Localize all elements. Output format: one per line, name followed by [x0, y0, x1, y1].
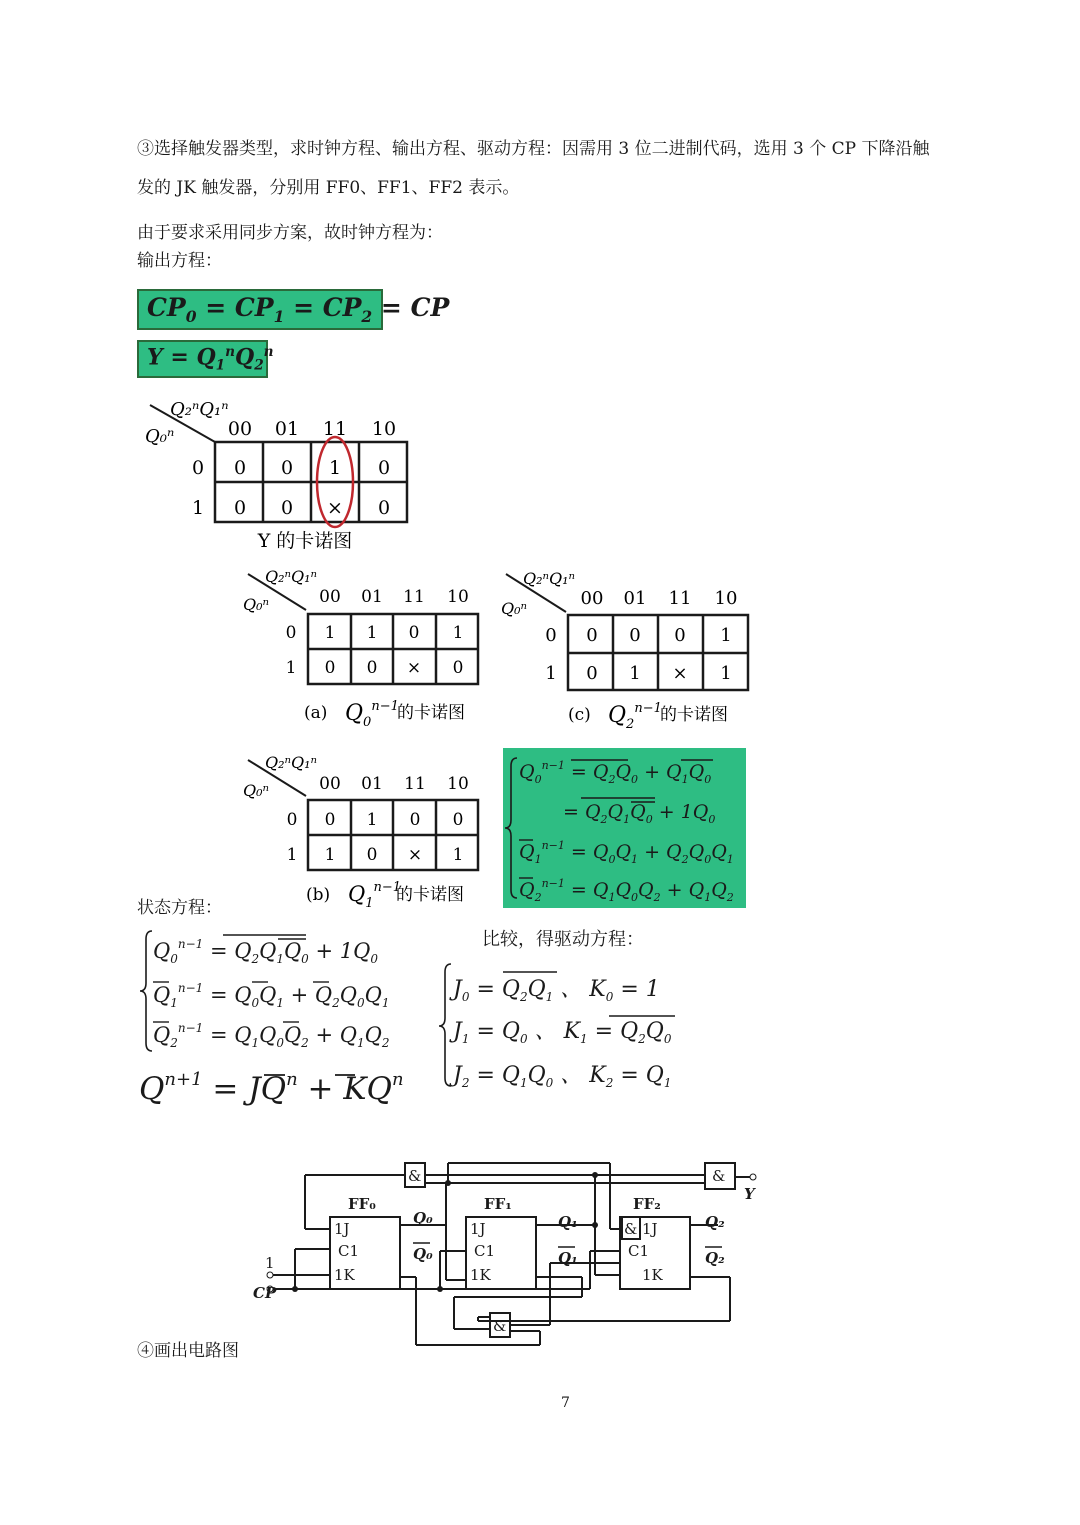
kmap-c-row-1: 1 — [545, 663, 557, 684]
and-gate-ff2: & — [624, 1220, 638, 1238]
cp-input-label: CP — [253, 1284, 277, 1302]
svg-text:J1 = Q0 、 K1 = Q2Q0: $J_1 = Q_0$ 、 $K_1 = Q_2Q_0$ — [453, 1019, 672, 1046]
state-equation-highlight-svg — [503, 748, 746, 908]
kmap-c-cell: 0 — [674, 625, 686, 646]
kmap-y-row-0: 0 — [191, 457, 205, 479]
kmap-y-cell: 0 — [377, 457, 391, 479]
q2-bar-label: Q₂ — [705, 1249, 725, 1267]
kmap-b-cell: 1 — [366, 810, 378, 830]
one-input-label: 1 — [265, 1254, 275, 1272]
kmap-b-cell: 1 — [324, 845, 336, 865]
kmap-b-cell: 0 — [324, 810, 336, 830]
page-number: 7 — [561, 1395, 570, 1411]
kmap-c-corner-top: Q₂ⁿQ₁ⁿ — [523, 569, 576, 588]
kmap-a-corner-top: Q₂ⁿQ₁ⁿ — [265, 567, 318, 586]
state-eq-label: 状态方程： — [137, 898, 222, 918]
ff1-pin-1j: 1J — [470, 1220, 486, 1238]
jk-characteristic-equation — [137, 1063, 407, 1111]
kmap-c-caption-tag: (c) — [568, 705, 591, 725]
kmap-b-row-1: 1 — [286, 845, 298, 865]
svg-text:Qn+1 = JQn + KQn: $Q^{n+1} = JQ^n + KQ^n$ — [139, 1069, 404, 1107]
and-gate-bottom: & — [493, 1317, 507, 1335]
kmap-a — [240, 562, 490, 732]
svg-text:Q0n−1 = Q2Q1Q0 + 1Q0: $Q_0^{n-1} = Q_2Q_1Q_0 + 1Q_0$ — [153, 937, 378, 966]
kmap-a-cell: × — [406, 658, 422, 678]
svg-text:Q1n−1: $Q_1^{n-1}$ — [348, 880, 402, 911]
svg-text:Q1n−1 = Q0Q1 + Q2Q0Q1: $Q_1^{n-1} = Q_0Q_1 + Q_2Q_0Q_1$ — [153, 981, 390, 1010]
sync-note: 由于要求采用同步方案，故时钟方程为： — [137, 223, 443, 243]
kmap-a-cell: 0 — [366, 658, 378, 678]
kmap-c-col-0: 00 — [580, 588, 604, 609]
drive-equations — [437, 958, 697, 1093]
kmap-a-col-2: 11 — [403, 587, 425, 607]
kmap-a-cell: 0 — [324, 658, 336, 678]
step3-line2: 发的 JK 触发器，分别用 FF0、FF1、FF2 表示。 — [137, 178, 520, 198]
output-equation: $Y = Q_1^nQ_2^n$ — [137, 340, 268, 378]
kmap-c-cell: 0 — [629, 625, 641, 646]
clock-equation: $CP_0 = CP_1 = CP_2$ = CP — [137, 289, 383, 330]
kmap-y-cell: 0 — [280, 497, 294, 519]
svg-text:J0 = Q2Q1 、 K0 = 1: $J_0 = Q_2Q_1$ 、 $K_0 = 1$ — [453, 977, 660, 1004]
kmap-c-cell: 1 — [720, 663, 732, 684]
q1-label: Q₁ — [558, 1213, 578, 1231]
q2-label: Q₂ — [705, 1213, 725, 1231]
kmap-a-row-0: 0 — [285, 623, 297, 643]
kmap-y-cell: 1 — [328, 457, 342, 479]
kmap-y-cell: 0 — [280, 457, 294, 479]
kmap-c-cell: 1 — [720, 625, 732, 646]
kmap-b-corner-left: Q₀ⁿ — [243, 781, 270, 800]
kmap-b — [240, 748, 490, 913]
ff0-pin-1j: 1J — [334, 1220, 350, 1238]
ff2-pin-1k: 1K — [642, 1266, 663, 1284]
kmap-b-col-2: 11 — [404, 774, 426, 794]
circuit-diagram — [250, 1155, 770, 1355]
kmap-a-row-1: 1 — [285, 658, 297, 678]
ff2-pin-1j: 1J — [642, 1220, 658, 1238]
q0-label: Q₀ — [413, 1209, 433, 1227]
kmap-b-col-0: 00 — [319, 774, 341, 794]
and-gate-y: & — [712, 1167, 726, 1185]
kmap-b-col-3: 10 — [447, 774, 469, 794]
svg-text:J2 = Q1Q0 、 K2 = Q1: $J_2 = Q_1Q_0$ 、 $K_2 = Q_1$ — [453, 1063, 672, 1090]
compare-label: 比较，得驱动方程： — [482, 929, 644, 950]
q1-bar-label: Q₁ — [558, 1249, 578, 1267]
ff0-pin-1k: 1K — [334, 1266, 355, 1284]
ff2-pin-c1: C1 — [628, 1242, 650, 1260]
kmap-b-col-1: 01 — [361, 774, 383, 794]
kmap-y-col-0: 00 — [227, 418, 253, 440]
step4-heading: ④画出电路图 — [137, 1341, 239, 1361]
kmap-a-caption-tag: (a) — [304, 703, 328, 723]
kmap-y-cell: 0 — [233, 457, 247, 479]
kmap-c — [498, 562, 758, 737]
kmap-b-cell: 0 — [452, 810, 464, 830]
and-gate-top: & — [408, 1167, 422, 1185]
kmap-y-corner-top: Q₂ⁿQ₁ⁿ — [170, 399, 229, 420]
ff1-pin-c1: C1 — [474, 1242, 496, 1260]
svg-text:Q0n−1 = Q2Q0 + Q1Q0: $Q_0^{n-1} = Q_2Q_0 + Q_1Q_0$ — [519, 759, 712, 786]
ff0-pin-c1: C1 — [338, 1242, 360, 1260]
kmap-y-col-3: 10 — [371, 418, 397, 440]
kmap-a-corner-left: Q₀ⁿ — [243, 595, 270, 614]
ff2-label: FF₂ — [633, 1195, 661, 1213]
kmap-a-col-3: 10 — [447, 587, 469, 607]
svg-text:Q2n−1 = Q1Q0Q2 + Q1Q2: $Q_2^{n-1} = Q_1Q_0Q_2 + Q_1Q_2$ — [153, 1021, 390, 1050]
kmap-y-row-1: 1 — [191, 497, 205, 519]
kmap-y — [140, 390, 430, 560]
kmap-c-col-3: 10 — [714, 588, 738, 609]
kmap-a-cell: 1 — [324, 623, 336, 643]
output-eq-label: 输出方程： — [137, 251, 222, 271]
kmap-a-cell: 1 — [452, 623, 464, 643]
kmap-b-corner-top: Q₂ⁿQ₁ⁿ — [265, 753, 318, 772]
kmap-y-corner-left: Q₀ⁿ — [145, 426, 175, 447]
ff1-pin-1k: 1K — [470, 1266, 491, 1284]
svg-text:Q2n−1 = Q1Q0Q2 + Q1Q2: $Q_2^{n-1} = Q_1Q_0Q_2 + Q_1Q_2$ — [519, 877, 734, 904]
ff0-label: FF₀ — [348, 1195, 376, 1213]
kmap-c-col-2: 11 — [668, 588, 692, 609]
y-output-label: Y — [744, 1185, 755, 1203]
kmap-c-cell: × — [672, 663, 688, 684]
kmap-b-cell: × — [407, 845, 423, 865]
kmap-y-cell: 0 — [377, 497, 391, 519]
kmap-y-cell: 0 — [233, 497, 247, 519]
svg-text:Q1n−1 = Q0Q1 + Q2Q0Q1: $Q_1^{n-1} = Q_0Q_1 + Q_2Q_0Q_1$ — [519, 839, 734, 866]
kmap-b-cell: 0 — [366, 845, 378, 865]
kmap-y-cell: × — [327, 497, 343, 519]
kmap-c-row-0: 0 — [545, 625, 557, 646]
svg-text:= Q2Q1Q0 + 1Q0: = $Q_2Q_1Q_0 + 1Q_0$ — [563, 801, 716, 826]
kmap-a-cell: 0 — [408, 623, 420, 643]
kmap-y-col-headers — [228, 418, 396, 440]
state-equations — [138, 925, 408, 1060]
kmap-y-col-1: 01 — [274, 418, 300, 440]
kmap-c-caption-text: 的卡诺图 — [660, 705, 728, 725]
svg-text:Q2n−1: $Q_2^{n-1}$ — [608, 701, 662, 732]
q0-bar-label: Q₀ — [413, 1245, 433, 1263]
state-equation-highlight — [503, 748, 746, 908]
kmap-a-col-0: 00 — [319, 587, 341, 607]
kmap-a-cell: 1 — [366, 623, 378, 643]
kmap-b-row-0: 0 — [286, 810, 298, 830]
kmap-b-cell: 1 — [452, 845, 464, 865]
kmap-b-caption-text: 的卡诺图 — [396, 885, 464, 905]
kmap-a-col-1: 01 — [361, 587, 383, 607]
kmap-y-col-2: 11 — [322, 418, 348, 440]
kmap-c-cell: 1 — [629, 663, 641, 684]
kmap-c-corner-left: Q₀ⁿ — [501, 599, 528, 618]
kmap-a-caption-text: 的卡诺图 — [397, 703, 465, 723]
kmap-a-cell: 0 — [452, 658, 464, 678]
svg-text:Q0n−1: $Q_0^{n-1}$ — [345, 699, 399, 730]
kmap-c-col-1: 01 — [623, 588, 647, 609]
kmap-b-caption-tag: (b) — [306, 885, 331, 905]
ff1-label: FF₁ — [484, 1195, 512, 1213]
kmap-b-cell: 0 — [409, 810, 421, 830]
kmap-c-cell: 0 — [586, 663, 598, 684]
kmap-c-cell: 0 — [586, 625, 598, 646]
kmap-y-caption: Y 的卡诺图 — [257, 530, 353, 552]
step3-line1: ③选择触发器类型，求时钟方程、输出方程、驱动方程：因需用 3 位二进制代码，选用 3 个 CP 下降沿触 — [137, 139, 930, 159]
